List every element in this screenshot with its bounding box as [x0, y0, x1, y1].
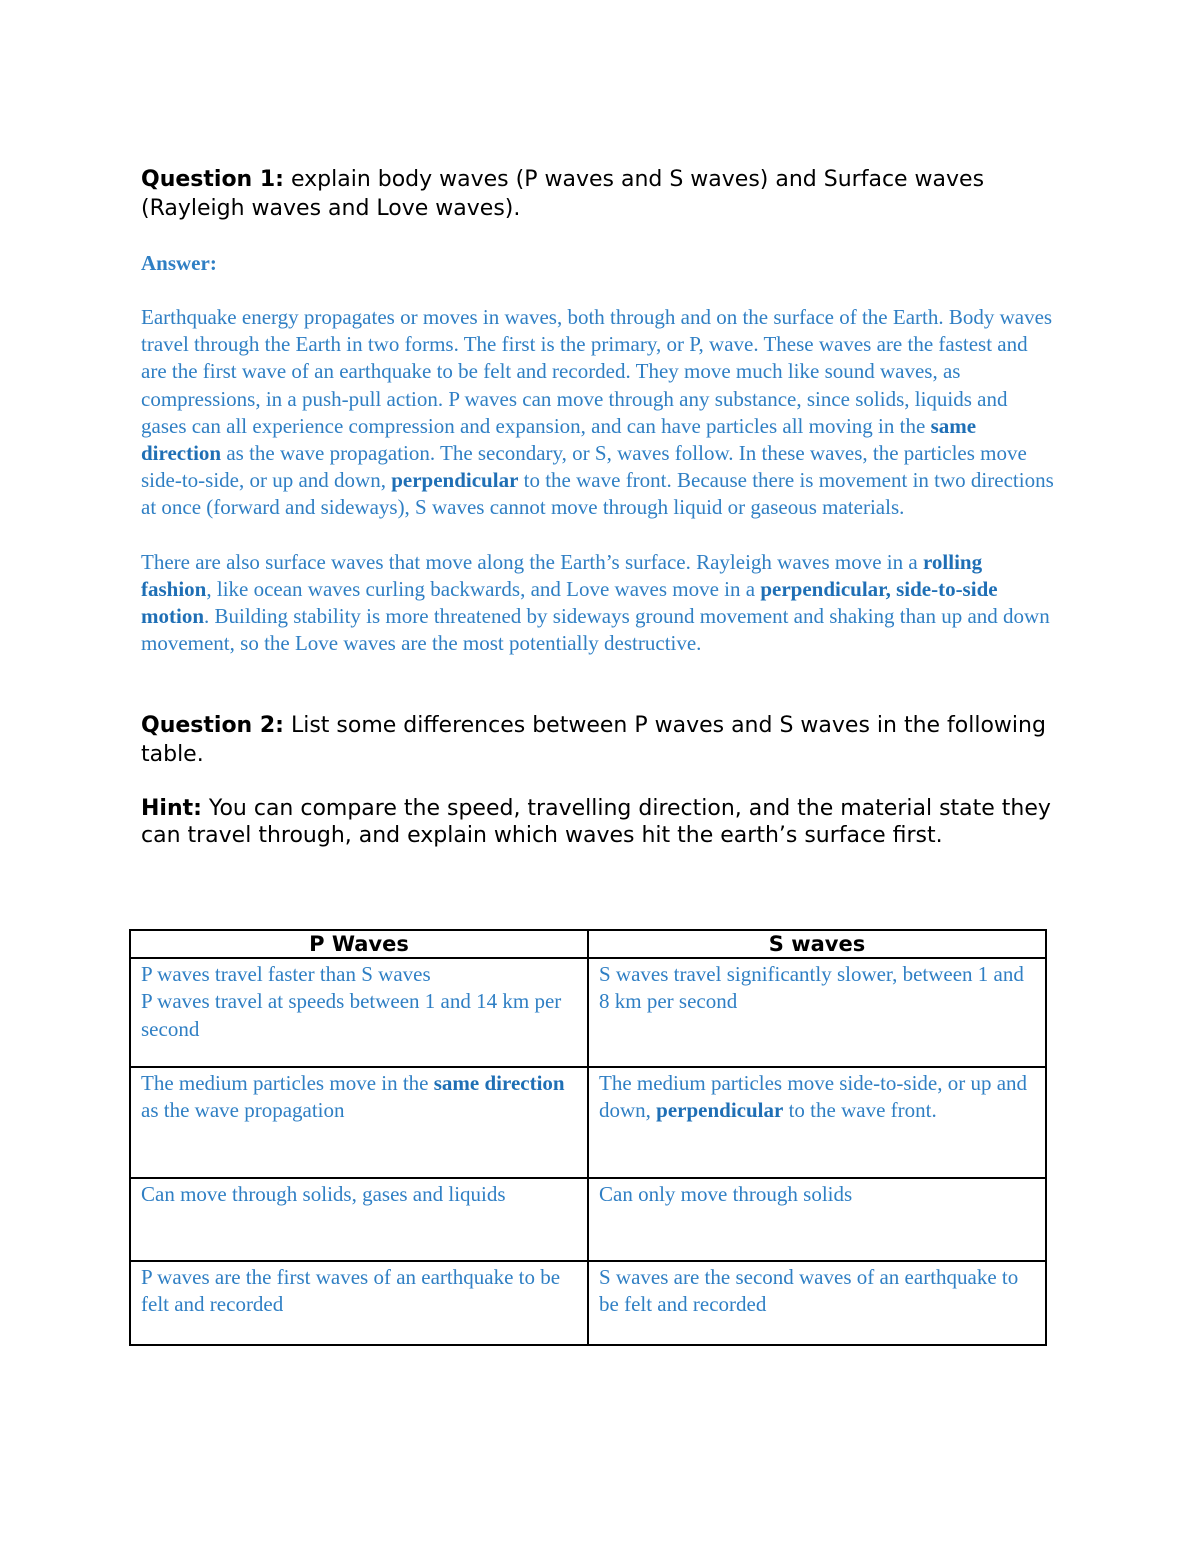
- hint-text: You can compare the speed, travelling direction, and the material state they can travel through, and explain which waves hit the earth’s surface first.: [141, 796, 1051, 849]
- wave-comparison-table: [129, 929, 1047, 1346]
- cell-bold-text: perpendicular: [656, 1098, 784, 1123]
- answer-p2-text-2: , like ocean waves curling backwards, and Love waves move in a: [206, 576, 761, 601]
- s-waves-cell: [588, 958, 1046, 1067]
- cell-text: to the wave front.: [783, 1098, 937, 1123]
- table-row: [130, 1178, 1046, 1261]
- header-s-waves: S waves: [588, 930, 1046, 958]
- question-2-label: Question 2:: [141, 713, 284, 739]
- table-row: [130, 1067, 1046, 1178]
- cell-line: P waves travel faster than S waves: [141, 962, 431, 986]
- answer-p1-text-2: as the wave propagation. The secondary, or S, waves follow. In these waves, the particles move side-to-side, or up and down,: [141, 441, 1027, 493]
- cell-text: P waves are the first waves of an earthquake to be felt and recorded: [141, 1265, 561, 1317]
- s-waves-cell: [588, 1067, 1046, 1178]
- table-row: [130, 958, 1046, 1067]
- answer-paragraph-1: [141, 304, 1056, 522]
- question-1-text: explain body waves (P waves and S waves) and Surface waves (Rayleigh waves and Love waves).: [141, 167, 985, 221]
- question-2-text: List some differences between P waves and S waves in the following table.: [141, 713, 1046, 768]
- answer-paragraph-2: [141, 549, 1056, 658]
- hint-label: Hint:: [141, 796, 202, 822]
- document-page: [141, 165, 1061, 849]
- p-waves-cell: [130, 1261, 588, 1345]
- cell-text: S waves are the second waves of an earthquake to be felt and recorded: [599, 1265, 1019, 1317]
- p-waves-cell: [130, 1067, 588, 1178]
- answer-p1-bold-2: perpendicular: [391, 468, 519, 493]
- cell-text: The medium particles move side-to-side, or up and down,: [599, 1071, 1028, 1123]
- answer-p2-bold-1: rolling fashion: [141, 549, 983, 601]
- answer-p1-bold-1: same direction: [141, 413, 977, 466]
- question-2: [141, 711, 1061, 769]
- cell-text: S waves travel significantly slower, between 1 and 8 km per second: [599, 962, 1024, 1014]
- cell-text: Can move through solids, gases and liquids: [141, 1182, 506, 1206]
- p-waves-cell: [130, 958, 588, 1067]
- cell-text: The medium particles move in the: [141, 1071, 434, 1095]
- question-1-label: Question 1:: [141, 167, 284, 192]
- s-waves-cell: [588, 1261, 1046, 1345]
- s-waves-cell: [588, 1178, 1046, 1261]
- answer-p1-text-3: to the wave front. Because there is movement in two directions at once (forward and sideways), S waves cannot move through liquid or gaseous materials.: [141, 468, 1054, 520]
- p-waves-cell: [130, 1178, 588, 1261]
- question-1: [141, 165, 1061, 223]
- table-row: [130, 1261, 1046, 1345]
- cell-text: Can only move through solids: [599, 1182, 853, 1206]
- answer-p2-bold-2: perpendicular, side-to-side motion: [141, 576, 998, 629]
- header-p-waves: P Waves: [130, 930, 588, 958]
- cell-line: P waves travel at speeds between 1 and 14 km per second: [141, 989, 562, 1041]
- cell-bold-text: same direction: [433, 1071, 565, 1095]
- answer-p2-text-3: . Building stability is more threatened by sideways ground movement and shaking than up and down movement, so the Love waves are the most potentially destructive.: [141, 604, 1050, 656]
- answer-p2-text-1: There are also surface waves that move along the Earth’s surface. Rayleigh waves move in a: [141, 549, 923, 574]
- answer-p1-text-1: Earthquake energy propagates or moves in waves, both through and on the surface of the Earth. Body waves travel through the Earth in two forms. The first is the primary, or P, wave. These waves are the fastest and are the first wave of an earthquake to be felt and recorded. They move much like sound waves, as compressions, in a push-pull action. P waves can move through any substance, since solids, liquids and gases can all experience compression and expansion, and can have particles all moving in the: [141, 305, 1053, 438]
- table-header-row: [130, 930, 1046, 958]
- cell-text: as the wave propagation: [141, 1098, 345, 1123]
- answer-label: Answer:: [141, 251, 217, 275]
- hint: [141, 795, 1061, 849]
